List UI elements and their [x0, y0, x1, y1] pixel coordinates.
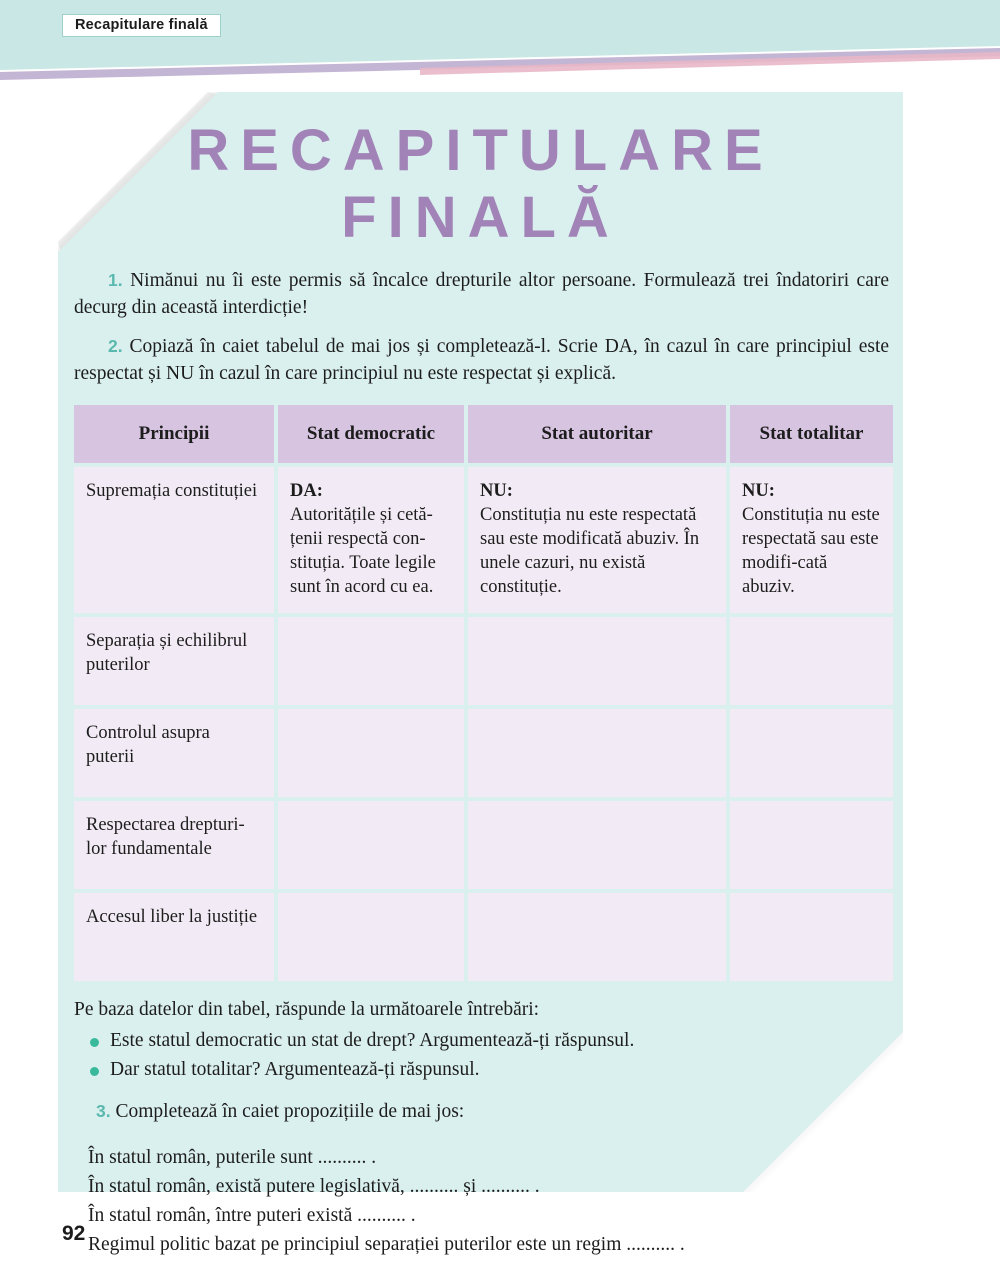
follow-up-lead: Pe baza datelor din tabel, răspunde la următoarele întrebări: — [74, 999, 540, 1021]
answer-text: Autoritățile și cetă-țenii respectă con-stituția. Toate legile sunt în acord cu ea. — [290, 504, 436, 598]
cell-authoritarian — [468, 801, 726, 889]
page-title — [58, 118, 903, 251]
list-item: Dar statul totalitar? Argumentează-ți răspunsul. — [88, 1057, 889, 1083]
follow-up-questions — [74, 997, 889, 1083]
cell-authoritarian — [468, 893, 726, 981]
exercise-3-text: Completează în caiet propozițiile de mai jos: — [115, 1101, 465, 1123]
exercise-3 — [74, 1099, 889, 1126]
cell-democratic — [278, 893, 464, 981]
answer-label: DA: — [290, 480, 323, 501]
cell-principle: Separația și echilibrul puterilor — [74, 617, 274, 705]
column-header-stat-democratic: Stat democratic — [278, 405, 464, 463]
page-title-line-1: RECAPITULARE — [187, 118, 774, 183]
table-row — [74, 801, 893, 889]
exercise-2-text: Copiază în caiet tabelul de mai jos și completează-l. Scrie DA, în cazul în care principiul este respectat și NU în cazul în care principiul nu este respectat și explică. — [74, 336, 890, 384]
column-header-stat-totalitar: Stat totalitar — [730, 405, 893, 463]
answer-text: Constituția nu este respectată sau este modificată abuziv. În unele cazuri, nu există constituție. — [480, 504, 700, 598]
fill-in-sentence: În statul român, există putere legislativă, .......... și .......... . — [88, 1176, 540, 1198]
table-row — [74, 467, 893, 613]
cell-totalitarian — [730, 617, 893, 705]
list-item: Este statul democratic un stat de drept? Argumentează-ți răspunsul. — [88, 1028, 889, 1054]
exercise-1-number: 1. — [108, 270, 123, 290]
exercise-1-text: Nimănui nu îi este permis să încalce drepturile altor persoane. Formulează trei îndatoriri care decurg din această interdicție! — [74, 270, 890, 318]
table-header-row — [74, 405, 893, 463]
cell-totalitarian — [730, 801, 893, 889]
table-row — [74, 709, 893, 797]
cell-principle: Respectarea drepturi-lor fundamentale — [74, 801, 274, 889]
cell-authoritarian — [468, 617, 726, 705]
principles-table — [70, 401, 897, 985]
follow-up-bullet-list — [74, 1028, 889, 1084]
cell-totalitarian — [730, 709, 893, 797]
cell-democratic — [278, 617, 464, 705]
answer-label: NU: — [742, 480, 775, 501]
answer-label: NU: — [480, 480, 513, 501]
cell-principle: Supremația constituției — [74, 467, 274, 613]
cell-democratic — [278, 801, 464, 889]
fill-in-sentences — [74, 1145, 889, 1259]
exercise-1 — [74, 268, 889, 321]
page-content — [74, 268, 889, 1261]
answer-text: Constituția nu este respectată sau este modifi-cată abuziv. — [742, 504, 880, 598]
cell-authoritarian — [468, 467, 726, 613]
fill-in-sentence: Regimul politic bazat pe principiul separației puterilor este un regim .......... . — [88, 1234, 685, 1255]
page-title-line-2: FINALĂ — [341, 184, 620, 250]
cell-principle: Accesul liber la justiție — [74, 893, 274, 981]
cell-totalitarian — [730, 893, 893, 981]
cell-principle: Controlul asupra puterii — [74, 709, 274, 797]
fill-in-sentence: În statul român, între puteri există .......... . — [88, 1205, 416, 1227]
column-header-principii: Principii — [74, 405, 274, 463]
cell-totalitarian — [730, 467, 893, 613]
table-row — [74, 617, 893, 705]
exercise-2 — [74, 334, 889, 387]
fill-in-sentence: În statul român, puterile sunt .......... . — [88, 1147, 377, 1169]
column-header-stat-autoritar: Stat autoritar — [468, 405, 726, 463]
table-row — [74, 893, 893, 981]
exercise-2-number: 2. — [108, 336, 123, 357]
cell-democratic — [278, 709, 464, 797]
cell-authoritarian — [468, 709, 726, 797]
exercise-3-number: 3. — [96, 1101, 111, 1122]
running-head: Recapitulare finală — [62, 14, 221, 37]
cell-democratic — [278, 467, 464, 613]
page-number: 92 — [62, 1222, 86, 1245]
